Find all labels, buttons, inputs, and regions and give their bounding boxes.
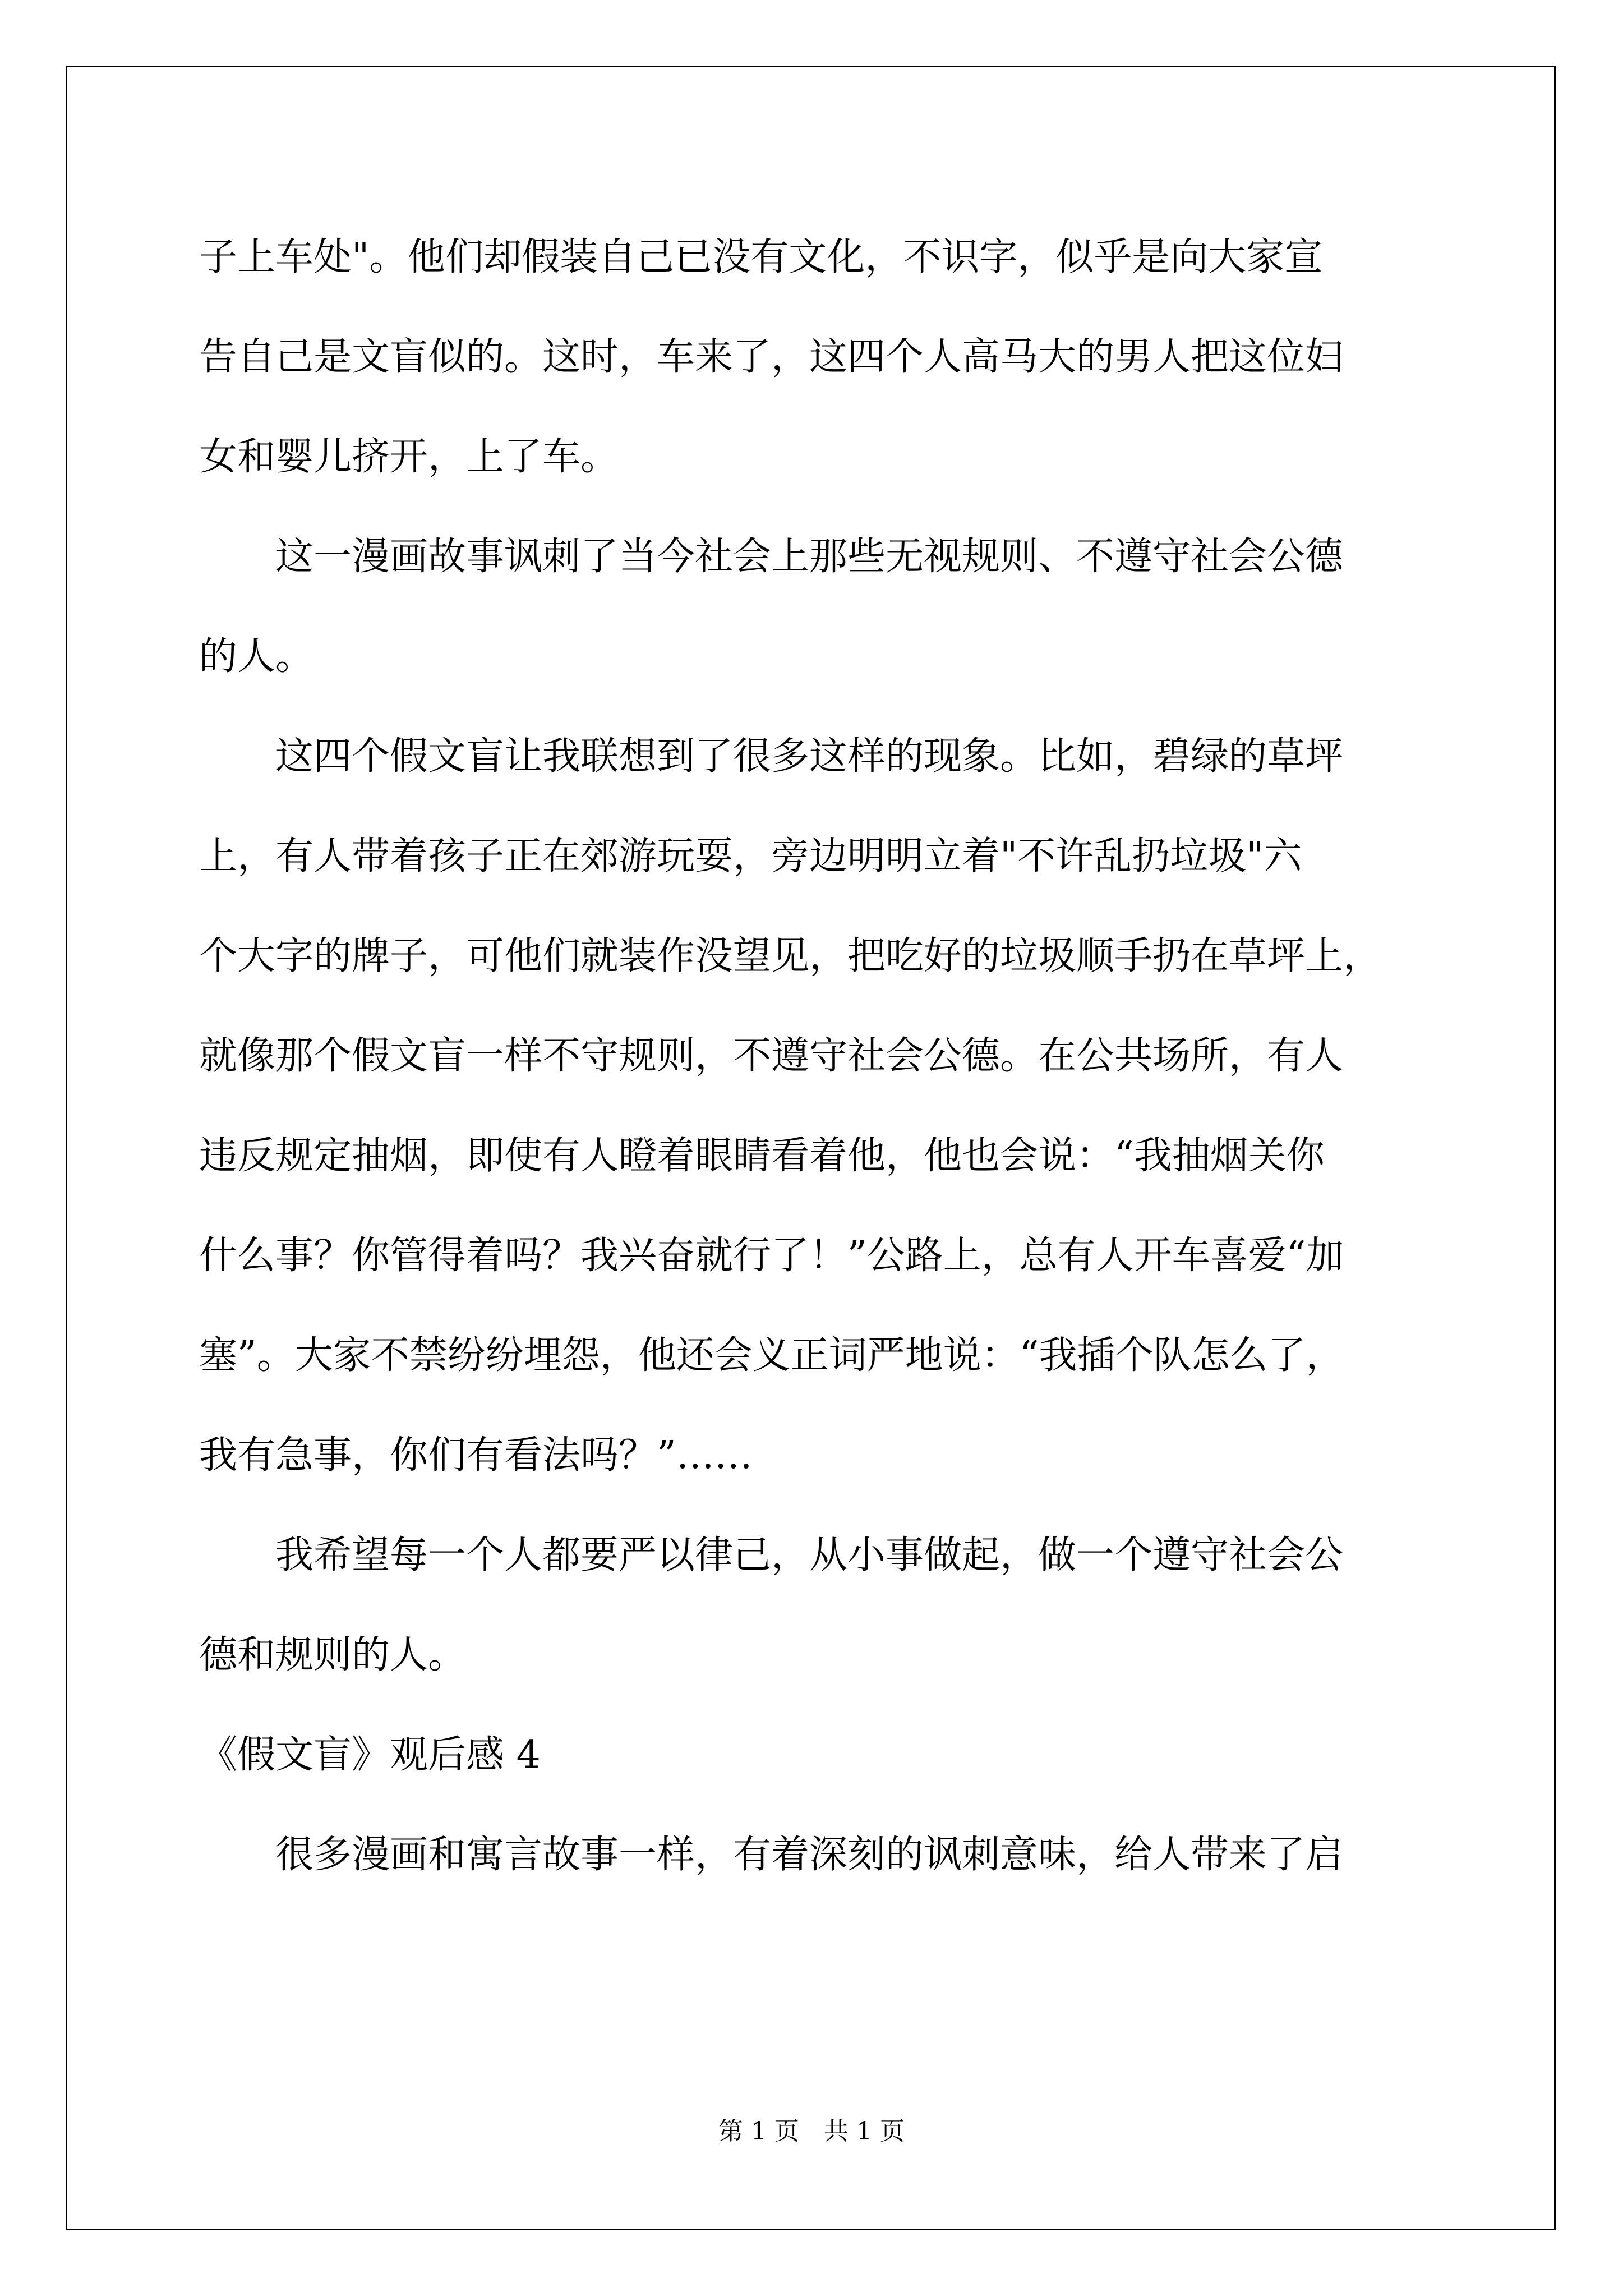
body-line: 女和婴儿挤开，上了车。 (199, 435, 619, 479)
body-line: 的人。 (199, 634, 314, 679)
body-line: 就像那个假文盲一样不守规则，不遵守社会公德。在公共场所，有人 (199, 1034, 1344, 1078)
document-body (199, 208, 1424, 1905)
section-heading: 《假文盲》观后感 4 (199, 1733, 541, 1777)
body-line: 我希望每一个人都要严以律己，从小事做起，做一个遵守社会公 (199, 1533, 1344, 1577)
body-line: 什么事？你管得着吗？我兴奋就行了！”公路上，总有人开车喜爱“加 (199, 1234, 1344, 1278)
page-number-label: 第 1 页 共 1 页 (718, 2117, 905, 2146)
page-footer (0, 2115, 1623, 2148)
body-line: 塞”。大家不禁纷纷埋怨，他还会义正词严地说：“我插个队怎么了， (199, 1333, 1344, 1378)
body-line: 这一漫画故事讽刺了当今社会上那些无视规则、不遵守社会公德 (199, 535, 1344, 579)
body-line: 这四个假文盲让我联想到了很多这样的现象。比如，碧绿的草坪 (199, 734, 1344, 779)
body-line: 违反规定抽烟，即使有人瞪着眼睛看着他，他也会说：“我抽烟关你 (199, 1134, 1325, 1178)
body-line: 我有急事，你们有看法吗？”…… (199, 1433, 753, 1478)
body-line: 告自己是文盲似的。这时，车来了，这四个人高马大的男人把这位妇 (199, 335, 1344, 379)
body-line: 很多漫画和寓言故事一样，有着深刻的讽刺意味，给人带来了启 (199, 1833, 1344, 1877)
body-line: 上，有人带着孩子正在郊游玩耍，旁边明明立着"不许乱扔垃圾"六 (199, 834, 1302, 878)
body-line: 个大字的牌子，可他们就装作没望见，把吃好的垃圾顺手扔在草坪上， (199, 934, 1382, 978)
body-line: 德和规则的人。 (199, 1633, 467, 1677)
body-line: 子上车处"。他们却假装自己已没有文化，不识字，似乎是向大家宣 (199, 235, 1323, 279)
